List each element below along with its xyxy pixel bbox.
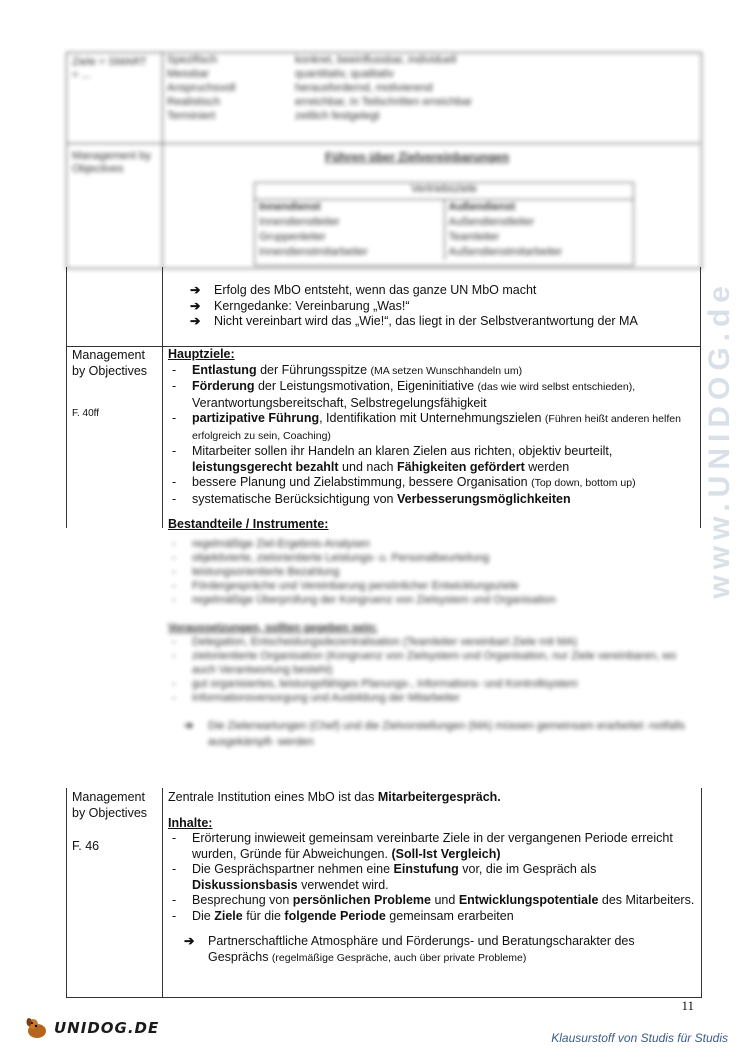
arrow-item: ➔ Kerngedanke: Vereinbarung „Was!“	[190, 298, 410, 313]
text-segment: werden	[524, 459, 570, 474]
inhalte-heading: Inhalte:	[168, 815, 213, 830]
list-item	[168, 831, 696, 862]
inhalte-list	[168, 831, 696, 924]
instrument-item: - Fördergespräche und Vereinbarung persönlicher Entwicklungsziele	[168, 579, 696, 593]
text-segment: Besprechung von	[192, 893, 293, 907]
text-segment: persönlichen Probleme	[292, 893, 431, 907]
instrument-item: - objektivierte, zielorientierte Leistungs- u. Personalbeurteilung	[168, 551, 696, 565]
arrow-icon: ➔	[184, 720, 194, 732]
diagram-cell: Innendienstleiter	[259, 216, 340, 228]
text-segment: Mitarbeiter sollen ihr Handeln an klaren Zielen aus richten, objektiv beurteilt,	[192, 444, 613, 458]
smart-term: Terminiert	[167, 110, 216, 122]
text-segment: des Mitarbeiters.	[598, 893, 695, 907]
text-segment: (Top down, bottom up)	[531, 477, 636, 489]
text-segment: leistungsgerecht bezahlt	[192, 459, 339, 474]
text-segment: (MA setzen Wunschhandeln um)	[370, 364, 523, 377]
diagram-cell: Außendienst	[448, 201, 516, 213]
diagram-cell: Gruppenleiter	[259, 231, 326, 243]
smart-term: Messbar	[167, 68, 210, 80]
section3-ref: F. 46	[72, 839, 100, 853]
page-number: 11	[681, 998, 694, 1013]
text-segment: und nach	[338, 459, 397, 474]
logo-text: UNIDOG.DE	[54, 1019, 160, 1037]
text-segment: , Identifikation mit Unternehmungszielen	[319, 411, 545, 425]
text-segment: für die	[242, 908, 285, 923]
section2-label: Management by Objectives	[72, 348, 148, 378]
diagram-cell: Außendienstmitarbeiter	[448, 246, 563, 258]
text-segment: Erörterung inwieweit gemeinsam vereinbarte Ziele in der vergangenen Periode erreicht wurden, Gründe für Abweichungen.	[192, 831, 673, 861]
text-segment: Verantwortungsbereitschaft, Selbstregelungsfähigkeit	[192, 395, 487, 410]
smart-term: Anspruchsvoll	[167, 82, 236, 94]
voraussetzungen-list	[168, 635, 696, 705]
diagram-cell: Teamleiter	[448, 231, 500, 243]
text-segment: Entwicklungspotentiale	[458, 893, 599, 907]
unidog-logo	[24, 1015, 159, 1041]
arrow-item: ➔ Erfolg des MbO entsteht, wenn das ganze UN MbO macht	[190, 283, 537, 297]
list-item	[168, 862, 696, 893]
text-segment: partizipative Führung	[192, 411, 320, 425]
diagram-title: Führen über Zielvereinbarungen	[325, 150, 510, 164]
mbo-label: Management by Objectives	[72, 150, 151, 175]
text-segment: bessere Planung und Zielabstimmung, bessere Organisation	[192, 475, 532, 489]
text-segment: Die Gesprächspartner nehmen eine	[192, 862, 394, 876]
voraussetzung-item: - gut organisiertes, leistungsfähiges Planungs-, Informations- und Kontrollsystem	[168, 677, 696, 691]
watermark: www.UNIDOG.de	[703, 280, 736, 599]
mitarbeitergespraech-intro: Zentrale Institution eines MbO ist das Mitarbeitergespräch.	[168, 790, 501, 804]
voraussetzung-item: - Informationsversorgung und Ausbildung der Mitarbeiter	[168, 691, 696, 705]
instrument-item: - leistungsorientierte Bezahlung	[168, 565, 696, 579]
text-segment: vor, die im Gespräch als	[458, 862, 597, 876]
bestandteile-heading: Bestandteile / Instrumente:	[168, 517, 329, 531]
text-segment: Ziele	[214, 908, 243, 923]
smart-term: Realistisch	[167, 96, 221, 108]
voraussetzungen-heading: Voraussetzungen, sollten gegeben sein:	[168, 622, 378, 634]
blurred-instruments	[168, 537, 696, 750]
text-segment: (Führen heißt anderen helfen erfolgreich zu sein, Coaching)	[192, 413, 681, 442]
text-segment: Diskussionsbasis	[192, 877, 298, 892]
diagram-cell: Innendienstmitarbeiter	[259, 246, 368, 258]
diagram-cell: Außendienstleiter	[448, 216, 535, 228]
smart-term: Spezifisch	[167, 54, 218, 66]
instrument-list	[168, 537, 696, 607]
smart-desc: zeitlich festgelegt	[295, 110, 380, 122]
smart-desc: erreichbar, in Teilschritten erreichbar	[295, 96, 473, 108]
list-item	[168, 893, 696, 909]
diagram-cell: Innendienst	[259, 201, 321, 213]
text-segment: (das wie wird selbst entschieden),	[477, 381, 636, 393]
text-segment: und	[431, 893, 459, 907]
text-segment: Die	[192, 908, 215, 923]
dog-icon	[24, 1015, 50, 1041]
smart-desc: herausfordernd, motivierend	[295, 82, 433, 94]
text-segment: verwendet wird.	[297, 877, 389, 892]
text-segment: der Leistungsmotivation, Eigeninitiative	[254, 379, 478, 393]
hauptziele-heading: Hauptziele:	[168, 347, 235, 361]
voraussetzung-item: - zielorientierte Organisation (Kongruenz von Zielsystem und Organisation, nur Ziele vereinbaren, wo auch Verantwortung besteht)	[168, 649, 696, 677]
section3-label: Management by Objectives	[72, 790, 148, 820]
arrow-icon: ➔	[190, 314, 201, 328]
instrument-item: - regelmäßige Überprüfung der Kongruenz von Zielsystem und Organisation	[168, 593, 696, 607]
blurred-arrow: ➔ Die Zielerwartungen (Chef) und die Zielvorstellungen (MA) müssen gemeinsam erarbeitet -notfalls ausgekämpft- werden	[168, 719, 696, 750]
text-segment: Entlastung	[192, 362, 257, 377]
text-segment: Einstufung	[393, 862, 459, 876]
smart-label: Ziele = SMART = ...	[72, 56, 147, 81]
diagram-header: Vertriebsziele	[255, 183, 633, 200]
text-segment: folgende Periode	[284, 908, 386, 923]
smart-desc: quantitativ, qualitativ	[295, 68, 394, 80]
divider	[162, 788, 163, 997]
text-segment: gemeinsam erarbeiten	[385, 908, 514, 923]
smart-desc: konkret, beeinflussbar, individuell	[295, 54, 457, 66]
section2-ref: F. 40ff	[72, 408, 100, 419]
text-segment: (Soll-Ist Vergleich)	[391, 846, 501, 861]
text-segment: Förderung	[192, 379, 255, 393]
voraussetzung-item: - Delegation, Entscheidungsdezentralisation (Teamleiter vereinbart Ziele mit MA)	[168, 635, 696, 649]
arrow-icon: ➔	[190, 283, 201, 297]
text-segment: Fähigkeiten gefördert	[396, 459, 525, 474]
text-segment: der Führungsspitze	[256, 362, 371, 377]
arrow-item: ➔ Nicht vereinbart wird das „Wie!“, das liegt in der Selbstverantwortung der MA	[190, 314, 638, 328]
list-item	[168, 909, 696, 925]
text-segment: systematische Berücksichtigung von	[192, 491, 397, 506]
section3-content	[168, 790, 696, 966]
instrument-item: - regelmäßige Ziel-Ergebnis-Analysen	[168, 537, 696, 551]
text-segment: Verbesserungsmöglichkeiten	[396, 491, 571, 506]
arrow-icon: ➔	[184, 934, 195, 948]
footer-slogan: Klausurstoff von Studis für Studis	[551, 1031, 728, 1045]
arrow-icon: ➔	[190, 298, 201, 313]
section3-arrow: ➔ Partnerschaftliche Atmosphäre und Förderungs- und Beratungscharakter des Gesprächs (regelmäßige Gespräche, auch über private Probleme)	[168, 934, 696, 966]
